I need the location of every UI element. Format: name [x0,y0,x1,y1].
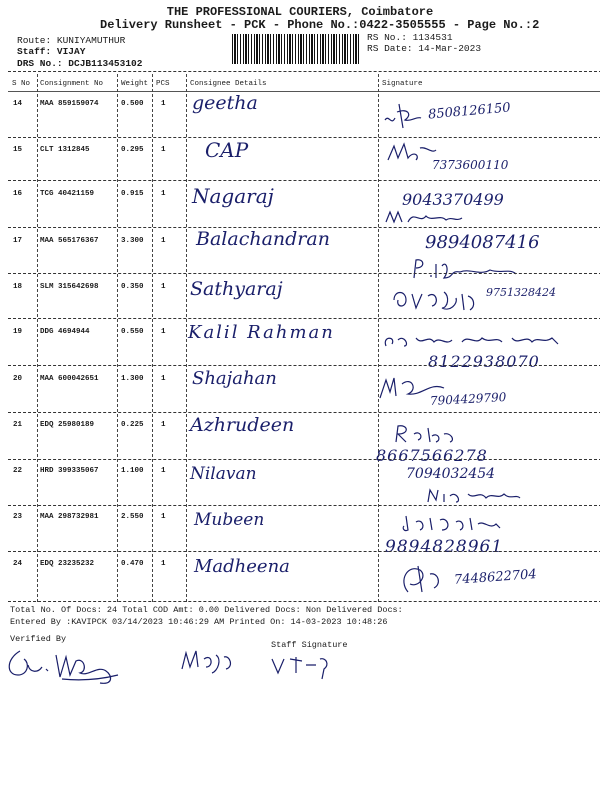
row-signature-note: 8508126150 [427,100,512,123]
route-label: Route: KUNIYAMUTHUR [17,35,126,46]
row-sno: 15 [13,146,23,154]
row-signature-note: 7094032454 [406,466,496,482]
row-consignee-handwritten: CAP [205,138,249,162]
row-signature-note: 7448622704 [453,567,538,588]
row-divider [8,180,600,181]
row-signature-note: 8667566278 [376,446,488,465]
row-consignment: MAA 565176367 [40,237,99,245]
entered-by-line: Entered By :KAVIPCK 03/14/2023 10:46:29 AM Printed On: 14-03-2023 10:48:26 [10,617,388,627]
row-sno: 14 [13,100,23,108]
row-weight: 3.300 [121,237,144,245]
row-consignee-handwritten: Shajahan [192,368,277,389]
row-weight: 1.100 [121,467,144,475]
col-header-weight: Weight [121,80,149,88]
col-header-sno: S No [12,80,31,88]
col-header-pcs: PCS [156,80,170,88]
row-consignee-handwritten: Sathyaraj [190,278,283,300]
row-sno: 20 [13,375,23,383]
row-sno: 23 [13,513,23,521]
row-sno: 21 [13,421,23,429]
totals-line: Total No. Of Docs: 24 Total COD Amt: 0.00 Delivered Docs: Non Delivered Docs: [10,605,403,615]
verified-by-label: Verified By [10,634,67,644]
row-pcs: 1 [161,375,166,383]
row-weight: 2.550 [121,513,144,521]
document-subtitle: Delivery Runsheet - PCK - Phone No.:0422-3505555 - Page No.:2 [100,18,540,32]
row-sno: 16 [13,190,23,198]
staff-signature [268,651,338,681]
row-divider [8,505,600,506]
row-consignee-handwritten: Madheena [194,556,290,577]
signature-mark [398,562,448,598]
row-consignment: CLT 1312845 [40,146,90,154]
row-pcs: 1 [161,146,166,154]
row-signature-note: 9894828961 [385,537,504,557]
row-sno: 17 [13,237,23,245]
row-consignee-handwritten: Nilavan [190,464,257,484]
row-pcs: 1 [161,328,166,336]
row-consignment: HRD 399335067 [40,467,99,475]
column-divider [186,74,187,602]
row-signature-note: 7373600110 [432,158,509,172]
col-header-consignment: Consignment No [40,80,104,88]
row-divider [8,318,600,319]
rs-number: RS No.: 1134531 [367,32,453,43]
row-weight: 0.500 [121,100,144,108]
signature-mark [424,484,524,506]
column-divider [378,74,379,602]
document-title: THE PROFESSIONAL COURIERS, Coimbatore [166,5,434,19]
row-consignee-handwritten: Mubeen [194,510,265,530]
column-divider [37,74,38,602]
row-consignee-handwritten: Nagaraj [192,184,274,208]
signature-mark [383,100,423,134]
row-consignment: EDQ 23235232 [40,560,95,568]
header-top-rule [8,71,600,72]
row-pcs: 1 [161,283,166,291]
row-divider [8,601,600,602]
row-weight: 0.915 [121,190,144,198]
row-consignment: MAA 600042651 [40,375,99,383]
row-sno: 19 [13,328,23,336]
row-signature-note: 9751328424 [486,286,556,299]
signature-mark [382,330,572,350]
row-consignee-handwritten: geetha [192,92,258,114]
row-divider [8,459,600,460]
signature-mark [392,422,462,444]
row-consignment: EDQ 25980189 [40,421,95,429]
row-consignee-handwritten: Azhrudeen [190,414,295,436]
signature-mark [178,645,248,679]
signature-mark [390,286,480,316]
row-consignee-handwritten: Kalil Rahman [188,322,335,343]
row-divider [8,273,600,274]
signature-mark [384,208,464,226]
row-pcs: 1 [161,237,166,245]
staff-signature-label: Staff Signature [271,640,348,650]
signature-mark [400,512,520,534]
row-weight: 0.550 [121,328,144,336]
verifier-signature [2,645,122,689]
row-signature-note: 9894087416 [425,232,540,253]
row-consignment: MAA 298732981 [40,513,99,521]
row-consignment: SLM 315642698 [40,283,99,291]
signature-mark [410,256,520,282]
row-weight: 0.470 [121,560,144,568]
row-pcs: 1 [161,421,166,429]
row-pcs: 1 [161,190,166,198]
row-sno: 18 [13,283,23,291]
barcode-image [232,34,360,64]
row-consignment: DDG 4694944 [40,328,90,336]
row-divider [8,365,600,366]
row-signature-note: 7904429790 [429,390,507,408]
row-signature-note: 9043370499 [402,190,504,209]
rs-date: RS Date: 14-Mar-2023 [367,43,482,54]
row-divider [8,412,600,413]
row-sno: 24 [13,560,23,568]
header-bottom-rule [8,91,600,92]
row-signature-note: 8122938070 [428,352,540,371]
row-consignee-handwritten: Balachandran [196,228,330,250]
drs-number: DRS No.: DCJB113453102 [17,58,143,69]
row-weight: 0.295 [121,146,144,154]
row-divider [8,551,600,552]
row-pcs: 1 [161,467,166,475]
row-consignment: MAA 859159074 [40,100,99,108]
row-pcs: 1 [161,100,166,108]
staff-label: Staff: VIJAY [17,46,86,57]
row-sno: 22 [13,467,23,475]
column-divider [152,74,153,602]
signature-mark [386,140,438,164]
row-weight: 0.350 [121,283,144,291]
row-weight: 0.225 [121,421,144,429]
column-divider [117,74,118,602]
row-consignment: TCG 40421159 [40,190,95,198]
row-divider [8,137,600,138]
row-pcs: 1 [161,513,166,521]
col-header-signature: Signature [382,80,423,88]
row-pcs: 1 [161,560,166,568]
row-weight: 1.300 [121,375,144,383]
col-header-consignee: Consignee Details [190,80,267,88]
